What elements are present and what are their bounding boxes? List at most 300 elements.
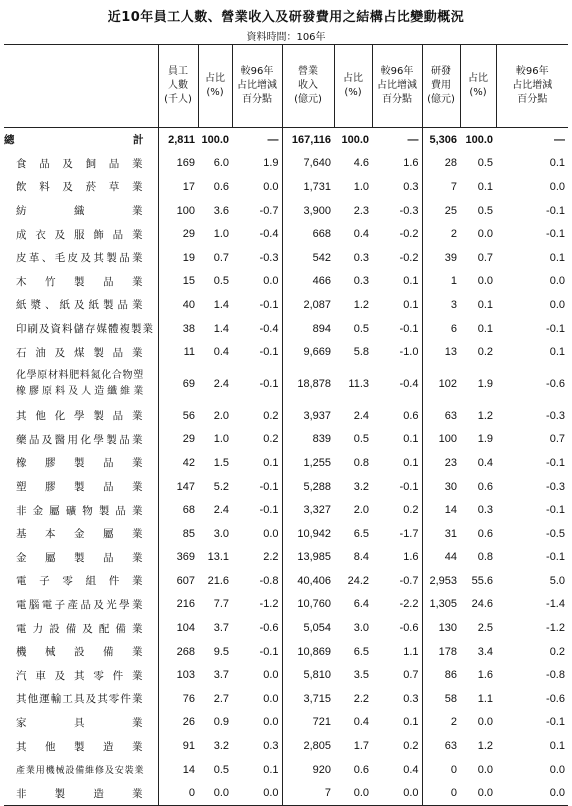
- value-cell: 2.5: [477, 622, 493, 635]
- industry-label: 木竹製品業: [16, 275, 144, 288]
- value-cell: 68: [158, 498, 198, 522]
- industry-row: [4, 475, 568, 499]
- value-cell: 42: [158, 451, 198, 475]
- industry-label: 非製造業: [4, 781, 158, 805]
- value-cell: 2.2: [263, 551, 279, 564]
- value-cell: -0.1: [546, 456, 565, 469]
- value-cell: 7: [282, 781, 334, 805]
- value-cell: 0.6: [477, 480, 493, 493]
- industry-label: 紙漿、紙及紙製品業: [16, 299, 144, 312]
- value-cell: 15: [158, 270, 198, 294]
- value-cell: 3,715: [282, 687, 334, 711]
- value-cell: 24.2: [347, 574, 369, 587]
- industry-row: [4, 734, 568, 758]
- value-cell: 0.4: [213, 346, 229, 359]
- value-cell: 21.6: [207, 574, 229, 587]
- value-cell: 1: [422, 270, 460, 294]
- value-cell: 14: [158, 758, 198, 782]
- value-cell: 6.5: [353, 527, 369, 540]
- value-cell: 0.3: [353, 251, 369, 264]
- value-cell: 0.0: [263, 180, 279, 193]
- value-cell: 17: [158, 175, 198, 199]
- value-cell: 3.5: [353, 669, 369, 682]
- value-cell: -1.7: [399, 527, 419, 540]
- value-cell: -0.6: [546, 692, 565, 705]
- value-cell: 1.1: [403, 645, 419, 658]
- industry-row: [4, 152, 568, 176]
- industry-row: [4, 758, 568, 782]
- industry-label: 總 計: [4, 134, 144, 147]
- value-cell: 100: [422, 428, 460, 452]
- industry-label: 家具業: [16, 716, 144, 729]
- value-cell: 3.2: [213, 740, 229, 753]
- value-cell: 0.0: [477, 228, 493, 241]
- industry-row: [4, 270, 568, 294]
- value-cell: -1.2: [546, 622, 565, 635]
- value-cell: 0.0: [549, 275, 565, 288]
- value-cell: 3,327: [282, 498, 334, 522]
- value-cell: 0.7: [403, 669, 419, 682]
- industry-label: 其他運輸工具及其零件業: [16, 693, 144, 706]
- value-cell: 216: [158, 593, 198, 617]
- value-cell: 102: [422, 364, 460, 404]
- value-cell: 2.0: [213, 409, 229, 422]
- value-cell: 44: [422, 546, 460, 570]
- industry-row: [4, 340, 568, 364]
- value-cell: 0.5: [213, 763, 229, 776]
- value-cell: 0.0: [372, 781, 422, 805]
- value-cell: 0.1: [477, 322, 493, 335]
- value-cell: 1.9: [477, 377, 493, 390]
- industry-label: 非金屬礦物製品業: [16, 504, 144, 517]
- value-cell: 1,731: [282, 175, 334, 199]
- industry-label: 電腦電子產品及光學業: [16, 598, 144, 611]
- value-cell: 0.1: [403, 433, 419, 446]
- value-cell: -0.1: [546, 551, 565, 564]
- value-cell: -0.1: [259, 377, 279, 390]
- value-cell: 0.6: [477, 527, 493, 540]
- industry-row: [4, 546, 568, 570]
- table-header: [4, 45, 568, 128]
- value-cell: -2.2: [399, 598, 419, 611]
- value-cell: 55.6: [471, 574, 493, 587]
- value-cell: -0.1: [259, 346, 279, 359]
- value-cell: 1,255: [282, 451, 334, 475]
- industry-label: 塑膠製品業: [16, 481, 144, 494]
- value-cell: 0.6: [403, 409, 419, 422]
- value-cell: 0.0: [477, 763, 493, 776]
- value-cell: -0.8: [546, 669, 565, 682]
- value-cell: 0.2: [403, 740, 419, 753]
- value-cell: 167,116: [282, 128, 334, 152]
- value-cell: 18,878: [282, 364, 334, 404]
- value-cell: 0.7: [213, 251, 229, 264]
- value-cell: 0.0: [549, 298, 565, 311]
- value-cell: 24.6: [471, 598, 493, 611]
- value-cell: 0.1: [477, 298, 493, 311]
- column-header: 較96年 占比增減 百分點: [496, 45, 568, 128]
- value-cell: 3.6: [213, 204, 229, 217]
- value-cell: 2,805: [282, 734, 334, 758]
- value-cell: 1.0: [353, 180, 369, 193]
- industry-row: [4, 404, 568, 428]
- value-cell: 1.2: [477, 740, 493, 753]
- value-cell: 0.7: [477, 251, 493, 264]
- industry-label: 皮革、毛皮及其製品業: [16, 252, 144, 265]
- value-cell: 2,087: [282, 293, 334, 317]
- industry-label: 電子零組件業: [16, 575, 144, 588]
- value-cell: 10,869: [282, 640, 334, 664]
- value-cell: 0: [422, 758, 460, 782]
- value-cell: 0.0: [549, 763, 565, 776]
- industry-row: [4, 451, 568, 475]
- value-cell: -0.4: [259, 322, 279, 335]
- value-cell: -0.1: [259, 480, 279, 493]
- value-cell: 5,054: [282, 616, 334, 640]
- industry-row: [4, 246, 568, 270]
- value-cell: 26: [158, 711, 198, 735]
- value-cell: -0.3: [399, 204, 419, 217]
- value-cell: 4.6: [353, 157, 369, 170]
- value-cell: 0.0: [263, 275, 279, 288]
- value-cell: 104: [158, 616, 198, 640]
- value-cell: 19: [158, 246, 198, 270]
- industry-label: 汽車及其零件業: [16, 669, 144, 682]
- value-cell: 2.2: [353, 692, 369, 705]
- value-cell: 0.0: [477, 275, 493, 288]
- industry-label: 金屬製品業: [16, 551, 144, 564]
- value-cell: 1.0: [213, 228, 229, 241]
- value-cell: —: [267, 133, 279, 146]
- value-cell: 2.4: [353, 409, 369, 422]
- value-cell: 0.1: [263, 456, 279, 469]
- value-cell: 2.0: [353, 504, 369, 517]
- value-cell: -0.1: [546, 322, 565, 335]
- value-cell: 2: [422, 711, 460, 735]
- value-cell: 39: [422, 246, 460, 270]
- value-cell: 3.0: [353, 622, 369, 635]
- value-cell: 13: [422, 340, 460, 364]
- value-cell: -0.8: [259, 574, 279, 587]
- value-cell: 1.6: [477, 669, 493, 682]
- value-cell: 9,669: [282, 340, 334, 364]
- industry-row: [4, 687, 568, 711]
- value-cell: 0.0: [198, 781, 232, 805]
- value-cell: 100.0: [465, 133, 493, 146]
- value-cell: 0: [422, 781, 460, 805]
- value-cell: -0.6: [399, 622, 419, 635]
- value-cell: 5.0: [549, 574, 565, 587]
- value-cell: -0.6: [259, 622, 279, 635]
- value-cell: -1.4: [546, 598, 565, 611]
- value-cell: 0.0: [460, 781, 496, 805]
- industry-row: [4, 640, 568, 664]
- value-cell: 29: [158, 222, 198, 246]
- column-header: [4, 45, 158, 128]
- value-cell: 7: [422, 175, 460, 199]
- value-cell: 69: [158, 364, 198, 404]
- value-cell: 0.5: [353, 433, 369, 446]
- value-cell: 2,953: [422, 569, 460, 593]
- total-row: [4, 128, 568, 152]
- value-cell: 11.3: [348, 377, 369, 390]
- value-cell: 0.2: [263, 409, 279, 422]
- value-cell: -0.4: [259, 228, 279, 241]
- value-cell: 0.0: [263, 669, 279, 682]
- industry-row: [4, 522, 568, 546]
- value-cell: 76: [158, 687, 198, 711]
- value-cell: 894: [282, 317, 334, 341]
- industry-label: 其他製造業: [16, 740, 144, 753]
- column-header: 員工 人數 (千人): [158, 45, 198, 128]
- value-cell: 920: [282, 758, 334, 782]
- industry-label: 飲料及菸草業: [16, 181, 144, 194]
- industry-label: 橡膠製品業: [16, 457, 144, 470]
- value-cell: 2.7: [213, 692, 229, 705]
- value-cell: -0.3: [546, 480, 565, 493]
- industry-row: [4, 293, 568, 317]
- value-cell: 7,640: [282, 152, 334, 176]
- value-cell: 0.0: [496, 781, 568, 805]
- value-cell: 3.0: [213, 527, 229, 540]
- value-cell: 14: [422, 498, 460, 522]
- value-cell: 0.1: [477, 180, 493, 193]
- value-cell: 0.3: [477, 504, 493, 517]
- value-cell: 369: [158, 546, 198, 570]
- column-header: 占比 (%): [460, 45, 496, 128]
- value-cell: 0.4: [403, 763, 419, 776]
- value-cell: 3.7: [213, 669, 229, 682]
- value-cell: 40: [158, 293, 198, 317]
- value-cell: 3,900: [282, 199, 334, 223]
- table-body: [4, 128, 568, 806]
- value-cell: 0.1: [549, 740, 565, 753]
- value-cell: 721: [282, 711, 334, 735]
- value-cell: 56: [158, 404, 198, 428]
- value-cell: 0.2: [477, 346, 493, 359]
- value-cell: 100: [158, 199, 198, 223]
- value-cell: 0.9: [213, 716, 229, 729]
- value-cell: 63: [422, 734, 460, 758]
- value-cell: 668: [282, 222, 334, 246]
- value-cell: -0.1: [546, 716, 565, 729]
- value-cell: 169: [158, 152, 198, 176]
- value-cell: 3,937: [282, 404, 334, 428]
- value-cell: -0.1: [259, 645, 279, 658]
- value-cell: 5,810: [282, 663, 334, 687]
- header-row: [4, 45, 568, 128]
- industry-row: [4, 593, 568, 617]
- industry-row: [4, 711, 568, 735]
- value-cell: 0.3: [403, 180, 419, 193]
- value-cell: -0.1: [399, 322, 419, 335]
- value-cell: 1.4: [213, 322, 229, 335]
- value-cell: 0.0: [263, 527, 279, 540]
- value-cell: 0.2: [403, 504, 419, 517]
- value-cell: 1.5: [213, 456, 229, 469]
- value-cell: 0.0: [263, 716, 279, 729]
- industry-row: [4, 428, 568, 452]
- value-cell: -0.3: [546, 409, 565, 422]
- value-cell: —: [554, 133, 565, 146]
- column-header: 研發 費用 (億元): [422, 45, 460, 128]
- value-cell: 6.4: [353, 598, 369, 611]
- value-cell: 147: [158, 475, 198, 499]
- value-cell: -0.1: [399, 480, 419, 493]
- industry-label: 機械設備業: [16, 646, 144, 659]
- value-cell: 0.5: [477, 157, 493, 170]
- value-cell: 0.3: [263, 740, 279, 753]
- value-cell: 0.7: [549, 433, 565, 446]
- industry-row: [4, 498, 568, 522]
- value-cell: 1.4: [213, 298, 229, 311]
- value-cell: 0.5: [213, 275, 229, 288]
- value-cell: 85: [158, 522, 198, 546]
- value-cell: -0.5: [546, 527, 565, 540]
- value-cell: 10,942: [282, 522, 334, 546]
- industry-structure-table: [4, 44, 568, 806]
- value-cell: -0.6: [546, 377, 565, 390]
- value-cell: 3.2: [353, 480, 369, 493]
- value-cell: 0.8: [477, 551, 493, 564]
- value-cell: 0.3: [403, 692, 419, 705]
- value-cell: 86: [422, 663, 460, 687]
- value-cell: 5.2: [213, 480, 229, 493]
- value-cell: 0.1: [549, 251, 565, 264]
- value-cell: 0.3: [353, 275, 369, 288]
- value-cell: 0.0: [477, 716, 493, 729]
- value-cell: 0.0: [232, 781, 282, 805]
- value-cell: -0.7: [399, 574, 419, 587]
- column-header: 占比 (%): [198, 45, 232, 128]
- column-header: 營業 收入 (億元): [282, 45, 334, 128]
- value-cell: 91: [158, 734, 198, 758]
- value-cell: 0.4: [477, 456, 493, 469]
- value-cell: 6: [422, 317, 460, 341]
- data-period-note: 資料時間：106年: [246, 32, 326, 43]
- value-cell: 0.1: [403, 298, 419, 311]
- value-cell: 1.6: [403, 157, 419, 170]
- value-cell: -0.2: [399, 251, 419, 264]
- industry-row: [4, 199, 568, 223]
- value-cell: 1.1: [477, 692, 493, 705]
- industry-label: 化學原材料肥料氮化合物塑橡膠原料及人造纖維業: [16, 369, 144, 397]
- value-cell: 3.7: [213, 622, 229, 635]
- value-cell: 13.1: [207, 551, 229, 564]
- value-cell: 0.0: [263, 692, 279, 705]
- value-cell: 1.9: [477, 433, 493, 446]
- value-cell: 0: [158, 781, 198, 805]
- value-cell: 839: [282, 428, 334, 452]
- value-cell: -1.0: [399, 346, 419, 359]
- value-cell: 0.0: [549, 180, 565, 193]
- industry-row: [4, 569, 568, 593]
- value-cell: 6.0: [213, 157, 229, 170]
- value-cell: 63: [422, 404, 460, 428]
- value-cell: 103: [158, 663, 198, 687]
- industry-row: [4, 364, 568, 404]
- industry-row: [4, 317, 568, 341]
- industry-row: [4, 616, 568, 640]
- value-cell: 466: [282, 270, 334, 294]
- industry-label: 基本金屬業: [16, 528, 144, 541]
- value-cell: 13,985: [282, 546, 334, 570]
- value-cell: -0.1: [259, 504, 279, 517]
- value-cell: -0.2: [399, 228, 419, 241]
- value-cell: 23: [422, 451, 460, 475]
- value-cell: 607: [158, 569, 198, 593]
- value-cell: -1.2: [259, 598, 279, 611]
- industry-label: 成衣及服飾品業: [16, 228, 144, 241]
- value-cell: 0.4: [353, 228, 369, 241]
- industry-label: 其他化學製品業: [16, 410, 144, 423]
- value-cell: 130: [422, 616, 460, 640]
- value-cell: 1,305: [422, 593, 460, 617]
- industry-label: 印刷及資料儲存媒體複製業: [16, 323, 154, 336]
- value-cell: 58: [422, 687, 460, 711]
- industry-label: 產業用機械設備維修及安裝業: [16, 766, 144, 777]
- value-cell: 2: [422, 222, 460, 246]
- value-cell: 1.2: [477, 409, 493, 422]
- industry-label: 藥品及醫用化學製品業: [16, 433, 144, 446]
- industry-row: [4, 781, 568, 805]
- value-cell: -0.3: [259, 251, 279, 264]
- value-cell: 1.7: [353, 740, 369, 753]
- value-cell: 0.6: [213, 180, 229, 193]
- value-cell: 1.0: [213, 433, 229, 446]
- value-cell: 25: [422, 199, 460, 223]
- value-cell: 28: [422, 152, 460, 176]
- value-cell: —: [407, 133, 419, 146]
- value-cell: 0.4: [353, 716, 369, 729]
- value-cell: 0.1: [403, 275, 419, 288]
- value-cell: -0.1: [259, 298, 279, 311]
- value-cell: 38: [158, 317, 198, 341]
- value-cell: 542: [282, 246, 334, 270]
- value-cell: 5.8: [353, 346, 369, 359]
- industry-row: [4, 663, 568, 687]
- page-title: 近10年員工人數、營業收入及研發費用之結構占比變動概況: [107, 10, 465, 25]
- industry-row: [4, 175, 568, 199]
- value-cell: 2.4: [213, 377, 229, 390]
- value-cell: 100.0: [341, 133, 369, 146]
- value-cell: 29: [158, 428, 198, 452]
- value-cell: 178: [422, 640, 460, 664]
- value-cell: 40,406: [282, 569, 334, 593]
- industry-label: 電力設備及配備業: [16, 622, 144, 635]
- value-cell: 1.2: [353, 298, 369, 311]
- value-cell: 0.1: [403, 716, 419, 729]
- value-cell: 3: [422, 293, 460, 317]
- value-cell: -0.7: [259, 204, 279, 217]
- value-cell: -0.4: [399, 377, 419, 390]
- value-cell: 0.1: [263, 763, 279, 776]
- value-cell: 0.1: [549, 157, 565, 170]
- value-cell: 0.1: [549, 346, 565, 359]
- value-cell: 2,811: [158, 128, 198, 152]
- value-cell: 0.2: [263, 433, 279, 446]
- value-cell: 5,288: [282, 475, 334, 499]
- column-header: 較96年 占比增減 百分點: [232, 45, 282, 128]
- value-cell: 1.9: [263, 157, 279, 170]
- column-header: 占比 (%): [334, 45, 372, 128]
- value-cell: 6.5: [353, 645, 369, 658]
- value-cell: 0.2: [549, 645, 565, 658]
- value-cell: 0.8: [353, 456, 369, 469]
- industry-row: [4, 222, 568, 246]
- value-cell: 30: [422, 475, 460, 499]
- value-cell: 0.0: [334, 781, 372, 805]
